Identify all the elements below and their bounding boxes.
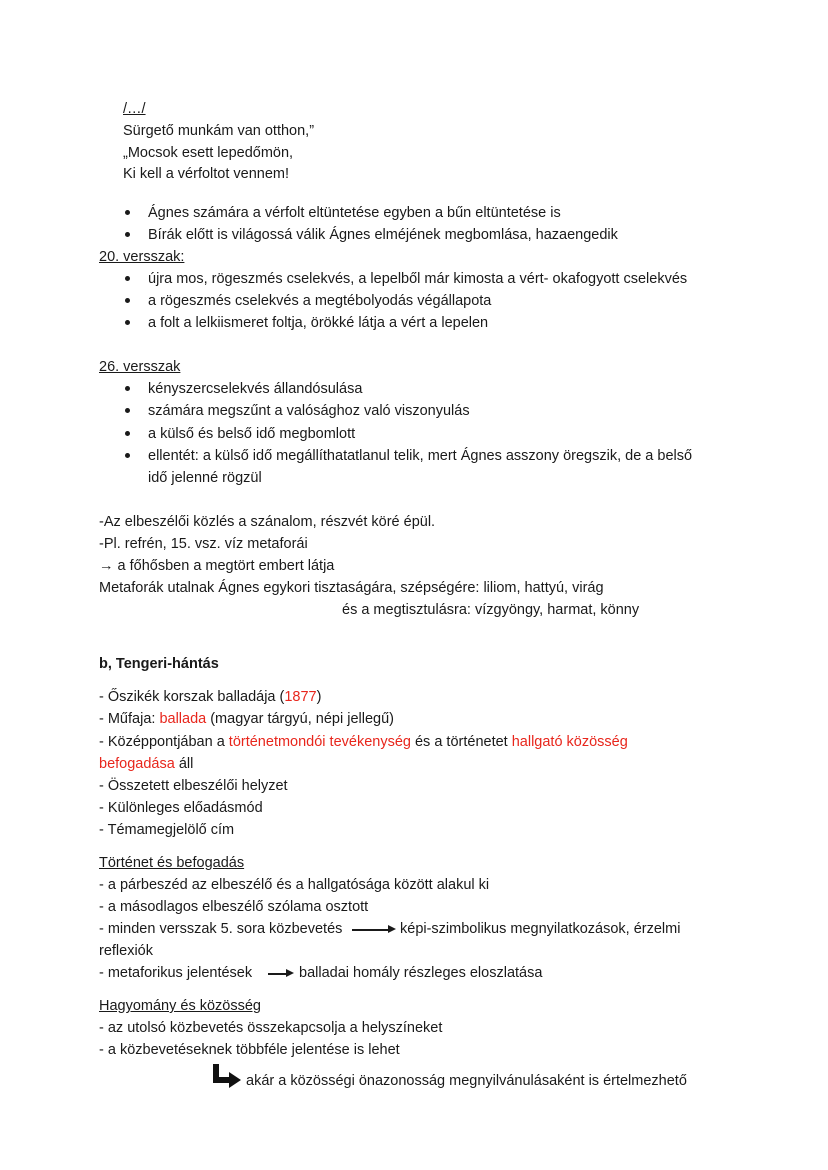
corner-arrow-icon <box>212 1063 242 1089</box>
text-line: - Műfaja: ballada (magyar tárgyú, népi jellegű) <box>99 711 394 727</box>
bullet-icon <box>125 210 130 215</box>
list-item: a folt a lelkiismeret foltja, örökké látja a vért a lepelen <box>148 315 489 331</box>
list-item: Bírák előtt is világossá válik Ágnes elméjének megbomlása, hazaengedik <box>148 227 618 243</box>
section-heading: Hagyomány és közösség <box>99 998 261 1014</box>
text-line: akár a közösségi önazonosság megnyilvánulásaként is értelmezhető <box>246 1073 687 1089</box>
bullet-icon <box>125 298 130 303</box>
text-line: - az utolsó közbevetés összekapcsolja a helyszíneket <box>99 1020 443 1036</box>
quote-line: Sürgető munkám van otthon,” <box>123 123 315 139</box>
text-line: képi-szimbolikus megnyilatkozások, érzelmi <box>400 921 681 937</box>
text-line: - Témamegjelölő cím <box>99 822 235 838</box>
list-item: kényszercselekvés állandósulása <box>148 381 363 397</box>
quote-ellipsis: /…/ <box>123 101 146 117</box>
list-item: Ágnes számára a vérfolt eltüntetése egyben a bűn eltüntetése is <box>148 205 561 221</box>
section-heading: 20. versszak: <box>99 249 185 265</box>
bullet-icon <box>125 408 130 413</box>
text-line: - Különleges előadásmód <box>99 800 263 816</box>
section-title: b, Tengeri-hántás <box>99 656 219 672</box>
section-heading: Történet és befogadás <box>99 855 245 871</box>
text-line: - a közbevetéseknek többféle jelentése is lehet <box>99 1042 400 1058</box>
bullet-icon <box>125 386 130 391</box>
arrow-head-icon <box>388 925 396 933</box>
bullet-icon <box>125 431 130 436</box>
list-item: ellentét: a külső idő megállíthatatlanul telik, mert Ágnes asszony öregszik, de a belső <box>148 448 693 464</box>
list-item: a külső és belső idő megbomlott <box>148 426 356 442</box>
arrow-right-icon <box>268 973 288 975</box>
arrow-head-icon <box>286 969 294 977</box>
bullet-icon <box>125 320 130 325</box>
text-line: - Középpontjában a történetmondói tevékenység és a történetet hallgató közösség <box>99 734 628 750</box>
section-heading: 26. versszak <box>99 359 181 375</box>
list-item-continuation: idő jelenné rögzül <box>148 470 262 486</box>
text-line: - a másodlagos elbeszélő szólama osztott <box>99 899 369 915</box>
bullet-icon <box>125 276 130 281</box>
text-line: -Pl. refrén, 15. vsz. víz metaforái <box>99 536 308 552</box>
arrow-right-icon <box>352 929 390 931</box>
list-item: számára megszűnt a valósághoz való viszonyulás <box>148 403 470 419</box>
text-line: Metaforák utalnak Ágnes egykori tisztaságára, szépségére: liliom, hattyú, virág <box>99 580 604 596</box>
text-line: - Őszikék korszak balladája (1877) <box>99 689 322 705</box>
text-line: - minden versszak 5. sora közbevetés <box>99 921 343 937</box>
text-line: - Összetett elbeszélői helyzet <box>99 778 288 794</box>
text-line: befogadása áll <box>99 756 194 772</box>
quote-line: „Mocsok esett lepedőmön, <box>123 145 294 161</box>
text-line: reflexiók <box>99 943 153 959</box>
bullet-icon <box>125 232 130 237</box>
list-item: újra mos, rögeszmés cselekvés, a lepelből már kimosta a vért- okafogyott cselekvés <box>148 271 688 287</box>
text-line: és a megtisztulásra: vízgyöngy, harmat, könny <box>342 602 640 618</box>
text-line: → a főhősben a megtört embert látja <box>99 558 335 574</box>
quote-line: Ki kell a vérfoltot vennem! <box>123 166 290 182</box>
text-line: -Az elbeszélői közlés a szánalom, részvét köré épül. <box>99 514 436 530</box>
text-line: - a párbeszéd az elbeszélő és a hallgatósága között alakul ki <box>99 877 490 893</box>
bullet-icon <box>125 453 130 458</box>
list-item: a rögeszmés cselekvés a megtébolyodás végállapota <box>148 293 492 309</box>
text-line: balladai homály részleges eloszlatása <box>299 965 543 981</box>
text-line: - metaforikus jelentések <box>99 965 253 981</box>
